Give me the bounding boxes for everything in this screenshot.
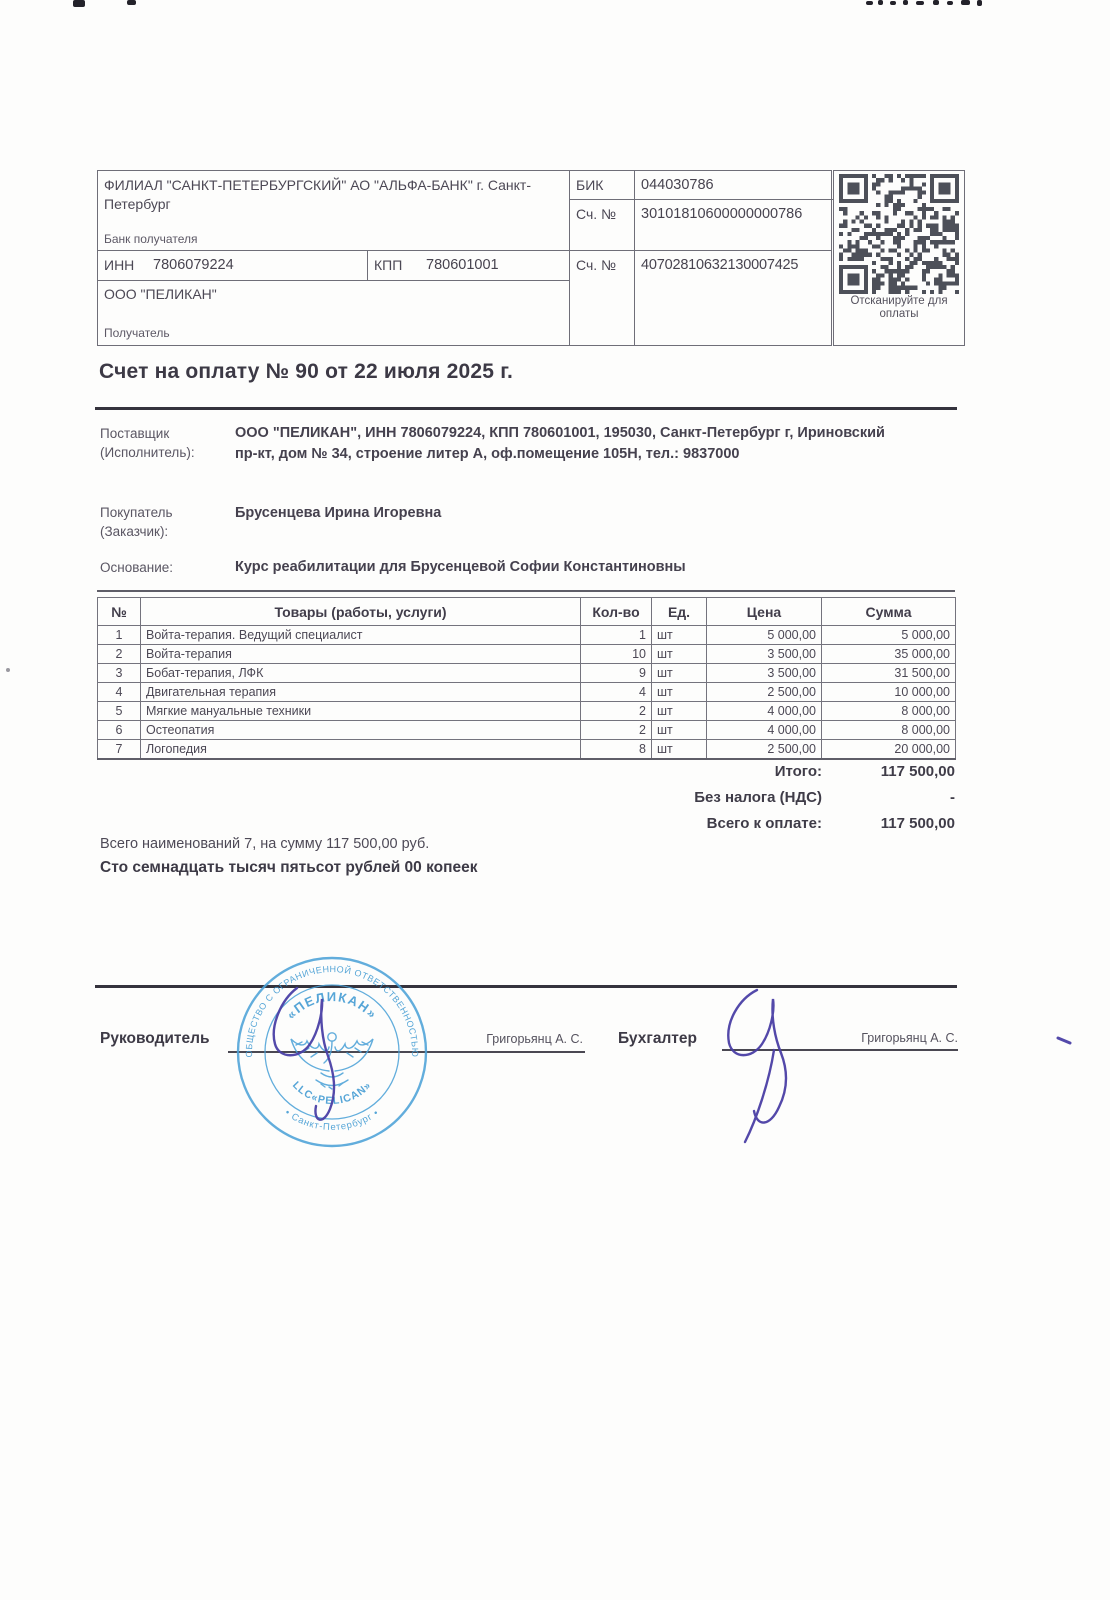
supplier-value: ООО "ПЕЛИКАН", ИНН 7806079224, КПП 780601001, 195030, Санкт-Петербург г, Ириновский пр-кт, дом № 34, строение литер А, оф.помещение 105Н, тел.: 9837000: [235, 425, 885, 462]
item-name: Войта-терапия: [141, 645, 581, 664]
supplier-label-line2: (Исполнитель):: [100, 445, 195, 460]
scan-artifact: [947, 1, 953, 5]
item-qty: 1: [581, 626, 652, 645]
bank-name: ФИЛИАЛ "САНКТ-ПЕТЕРБУРГСКИЙ" АО "АЛЬФА-БАНК" г. Санкт-Петербург: [104, 177, 531, 212]
item-sum: 5 000,00: [822, 626, 956, 645]
scan-artifact: [933, 0, 939, 5]
due-label: Всего к оплате:: [706, 814, 822, 832]
director-name: Григорьянц А. С.: [486, 1032, 583, 1046]
col-header-num: №: [98, 598, 141, 626]
item-num: 3: [98, 664, 141, 683]
scan-artifact: [961, 0, 970, 5]
item-num: 6: [98, 721, 141, 740]
item-unit: шт: [652, 721, 707, 740]
table-row: [98, 721, 956, 740]
buyer-value: Брусенцева Ирина Игоревна: [235, 505, 442, 521]
item-name: Бобат-терапия, ЛФК: [141, 664, 581, 683]
recipient-label: Получатель: [104, 326, 170, 340]
item-unit: шт: [652, 702, 707, 721]
col-header-price: Цена: [707, 598, 822, 626]
basis-value: Курс реабилитации для Брусенцевой Софии Константиновны: [235, 559, 686, 575]
item-qty: 8: [581, 740, 652, 760]
payment-qr-box: [833, 170, 965, 346]
scan-artifact: [977, 0, 982, 6]
item-price: 3 500,00: [707, 645, 822, 664]
item-unit: шт: [652, 626, 707, 645]
accountant-signature-line: [722, 1049, 958, 1051]
qr-caption: [834, 295, 964, 321]
ink-signatures: [0, 930, 1110, 1210]
stamp-city-text: • Санкт-Петербург •: [282, 1107, 382, 1134]
table-top-line: [97, 590, 955, 592]
item-num: 7: [98, 740, 141, 760]
item-name: Остеопатия: [141, 721, 581, 740]
signature-divider: [95, 985, 957, 988]
item-num: 5: [98, 702, 141, 721]
item-price: 4 000,00: [707, 721, 822, 740]
col-header-name: Товары (работы, услуги): [141, 598, 581, 626]
qr-caption-line1: Отсканируйте для: [850, 295, 948, 307]
table-row: [98, 702, 956, 721]
item-price: 4 000,00: [707, 702, 822, 721]
amount-in-words: Сто семнадцать тысяч пятьсот рублей 00 копеек: [100, 859, 478, 876]
item-price: 2 500,00: [707, 683, 822, 702]
col-header-sum: Сумма: [822, 598, 956, 626]
item-sum: 8 000,00: [822, 721, 956, 740]
scan-artifact: [127, 0, 136, 5]
corr-account-value: 30101810600000000786: [641, 206, 803, 222]
pelican-icon: [291, 1033, 373, 1089]
account-label: Сч. №: [576, 257, 617, 273]
scan-artifact: [6, 668, 10, 672]
bank-requisites-table: [97, 170, 832, 346]
item-sum: 31 500,00: [822, 664, 956, 683]
scan-artifact: [903, 0, 908, 5]
table-row: [98, 740, 956, 760]
stamp-outer-text: ОБЩЕСТВО С ОГРАНИЧЕННОЙ ОТВЕТСТВЕННОСТЬЮ: [243, 964, 421, 1058]
item-unit: шт: [652, 683, 707, 702]
corr-account-label: Сч. №: [576, 206, 617, 222]
scan-artifact: [890, 1, 896, 5]
accountant-signature-tail: [745, 1050, 774, 1142]
item-qty: 2: [581, 721, 652, 740]
item-price: 2 500,00: [707, 740, 822, 760]
table-row: [98, 626, 956, 645]
col-header-qty: Кол-во: [581, 598, 652, 626]
supplier-label: [100, 424, 232, 462]
item-name: Мягкие мануальные техники: [141, 702, 581, 721]
basis-label: Основание:: [100, 560, 173, 575]
table-row: [98, 645, 956, 664]
qr-caption-line2: оплаты: [879, 308, 919, 320]
kpp-label: КПП: [374, 257, 403, 273]
item-qty: 10: [581, 645, 652, 664]
table-row: [98, 683, 956, 702]
item-unit: шт: [652, 664, 707, 683]
item-price: 5 000,00: [707, 626, 822, 645]
buyer-label: [100, 503, 232, 541]
accountant-signature: [728, 990, 786, 1123]
item-unit: шт: [652, 645, 707, 664]
inn-value: 7806079224: [153, 257, 234, 273]
stamp-name-en: LLC«PELICAN»: [289, 1079, 375, 1108]
totals-block: [500, 758, 955, 836]
svg-text:• Санкт-Петербург •: [283, 1107, 382, 1133]
company-stamp: [233, 953, 431, 1151]
vat-label: Без налога (НДС): [694, 788, 822, 806]
item-num: 1: [98, 626, 141, 645]
accountant-name: Григорьянц А. С.: [861, 1031, 958, 1045]
scan-artifact: [73, 0, 85, 7]
summary-count-line: Всего наименований 7, на сумму 117 500,00 руб.: [100, 836, 430, 852]
kpp-value: 780601001: [426, 257, 499, 273]
bik-label: БИК: [576, 177, 604, 193]
invoice-title: Счет на оплату № 90 от 22 июля 2025 г.: [99, 360, 514, 383]
item-name: Войта-терапия. Ведущий специалист: [141, 626, 581, 645]
item-qty: 9: [581, 664, 652, 683]
bik-value: 044030786: [641, 177, 714, 193]
buyer-label-line1: Покупатель: [100, 505, 173, 520]
title-divider: [95, 407, 957, 410]
item-name: Логопедия: [141, 740, 581, 760]
supplier-label-line1: Поставщик: [100, 426, 170, 441]
recipient-name: ООО "ПЕЛИКАН": [104, 286, 217, 302]
scan-artifact: [866, 1, 873, 5]
total-value: 117 500,00: [880, 762, 955, 780]
director-label: Руководитель: [100, 1030, 210, 1047]
item-sum: 35 000,00: [822, 645, 956, 664]
vat-value: -: [950, 788, 955, 806]
bank-label: Банк получателя: [104, 232, 198, 246]
item-qty: 2: [581, 702, 652, 721]
svg-text:LLC«PELICAN»: [290, 1079, 374, 1107]
items-table: [97, 597, 956, 760]
item-sum: 8 000,00: [822, 702, 956, 721]
accountant-label: Бухгалтер: [618, 1030, 697, 1047]
buyer-label-line2: (Заказчик):: [100, 524, 169, 539]
qr-code: [839, 174, 959, 294]
account-value: 40702810632130007425: [641, 257, 799, 273]
ink-dash-artifact: [1058, 1038, 1070, 1043]
item-price: 3 500,00: [707, 664, 822, 683]
total-label: Итого:: [774, 762, 822, 780]
items-header-row: [98, 598, 956, 626]
scan-artifact: [916, 1, 924, 5]
item-qty: 4: [581, 683, 652, 702]
item-num: 4: [98, 683, 141, 702]
col-header-unit: Ед.: [652, 598, 707, 626]
table-row: [98, 664, 956, 683]
item-name: Двигательная терапия: [141, 683, 581, 702]
inn-label: ИНН: [104, 257, 135, 273]
due-value: 117 500,00: [880, 814, 955, 832]
item-sum: 20 000,00: [822, 740, 956, 760]
item-sum: 10 000,00: [822, 683, 956, 702]
item-unit: шт: [652, 740, 707, 760]
item-num: 2: [98, 645, 141, 664]
scan-artifact: [878, 0, 883, 5]
stamp-name-ru: «ПЕЛИКАН»: [283, 989, 381, 1023]
